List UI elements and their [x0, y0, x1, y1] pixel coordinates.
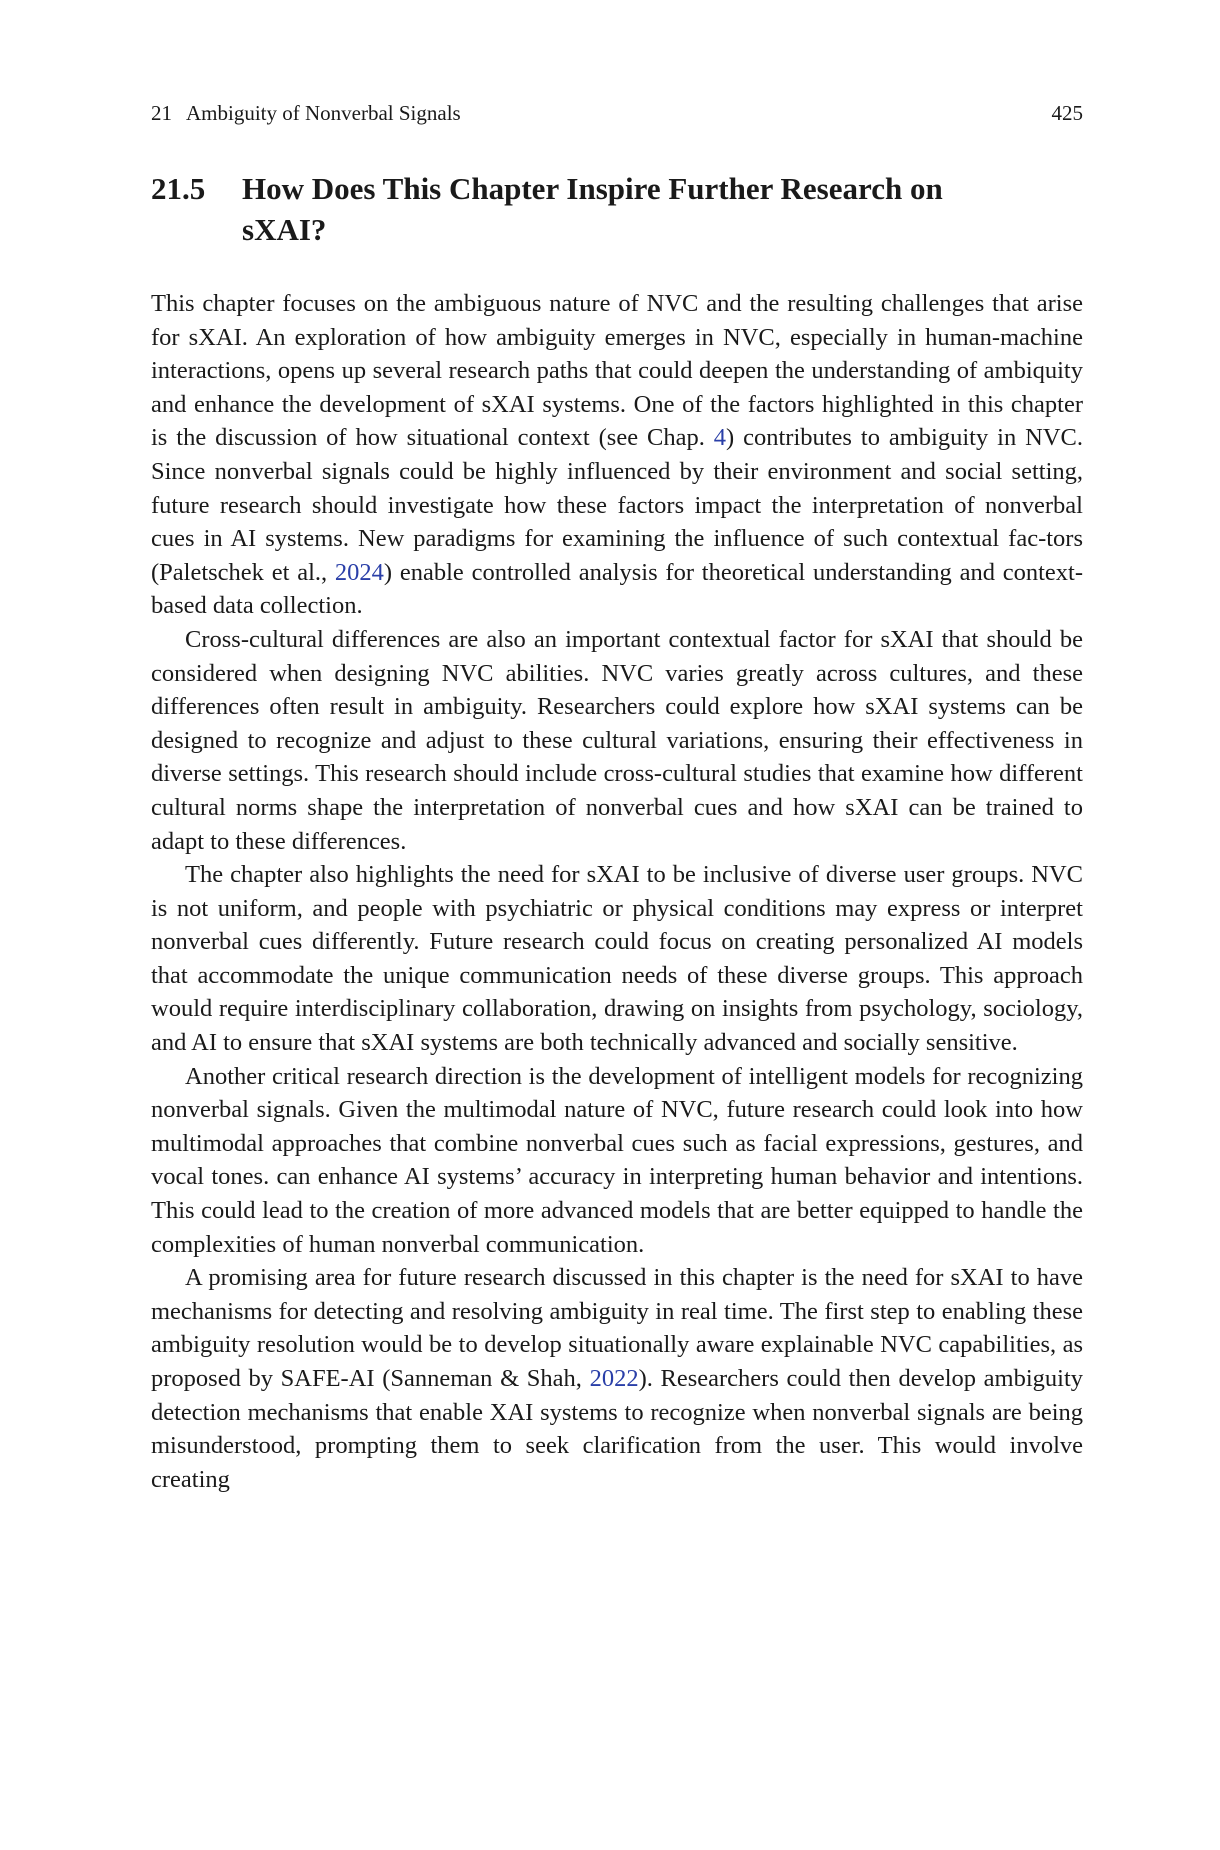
- paragraph-2: Cross-cultural differences are also an important contextual factor for sXAI that should be considered when designing NVC abilities. NVC varies greatly across cultures, and these differences often result in ambiguity. Researchers could explore how sXAI systems can be designed to recognize and adjust to these cultural variations, ensuring their effectiveness in diverse settings. This research should include cross-cultural studies that examine how different cultural norms shape the interpretation of nonverbal cues and how sXAI can be trained to adapt to these differences.: [151, 625, 1083, 855]
- running-head-chapter: [151, 98, 461, 128]
- chapter-number: 21: [151, 101, 172, 125]
- paragraph-5-text-b: ). Researchers could then develop ambiguity detection mechanisms that enable XAI systems to recognize when nonverbal signals are being misunderstood, prompting them to seek clarification from the user. This would involve creating: [151, 1365, 1084, 1493]
- chapter-title: Ambiguity of Nonverbal Signals: [186, 101, 461, 125]
- running-head: [151, 98, 1083, 128]
- page-number: 425: [1051, 101, 1083, 125]
- body-text: [151, 287, 1083, 1496]
- section-number: 21.5: [151, 171, 206, 206]
- citation-paletschek-2024-link[interactable]: 2024: [334, 558, 384, 586]
- paragraph-1-text-a: This chapter focuses on the ambiguous nature of NVC and the resulting challenges that arise for sXAI. An exploration of how ambiguity emerges in NVC, especially in human-machine interactions, opens up several research paths that could deepen the understanding of ambiquity and enhance the development of sXAI systems. One of the factors highlighted in this chapter is the discussion of how situational context (see Chap.: [151, 290, 1083, 452]
- paragraph-4: Another critical research direction is the development of intelligent models for recognizing nonverbal signals. Given the multimodal nature of NVC, future research could look into how multimodal approaches that combine nonverbal cues such as facial expressions, gestures, and vocal tones. can enhance AI systems’ accuracy in interpreting human behavior and intentions. This could lead to the creation of more advanced models that are better equipped to handle the complexities of human nonverbal communication.: [151, 1062, 1083, 1258]
- section-title: How Does This Chapter Inspire Further Research on sXAI?: [242, 171, 943, 247]
- paragraph-5: [151, 1261, 1083, 1496]
- citation-sanneman-2022-link[interactable]: 2022: [589, 1365, 639, 1392]
- paragraph-5-text-a: A promising area for future research discussed in this chapter is the need for sXAI to have mechanisms for detecting and resolving ambiguity in real time. The first step to enabling these ambiguity resolution would be to develop situationally aware explainable NVC capabilities, as proposed by SAFE-AI (Sanneman & Shah,: [151, 1264, 1083, 1392]
- paragraph-1-text-c: ) enable controlled analysis for theoretical understanding and context-based data collection.: [151, 558, 1084, 620]
- paragraph-3: The chapter also highlights the need for sXAI to be inclusive of diverse user groups. NVC is not uniform, and people with psychiatric or physical conditions may express or interpret nonverbal cues differently. Future research could focus on creating personalized AI models that accommodate the unique communication needs of these diverse groups. This approach would require interdisciplinary collaboration, drawing on insights from psychology, sociology, and AI to ensure that sXAI systems are both technically advanced and socially sensitive.: [151, 861, 1083, 1057]
- paragraph-1: [151, 287, 1083, 623]
- chapter-4-link[interactable]: 4: [713, 424, 727, 452]
- paragraph-1-text-b: ) contributes to ambiguity in NVC. Since nonverbal signals could be highly influenced by their environment and social setting, future research should investigate how these factors impact the interpretation of nonverbal cues in AI systems. New paradigms for examining the influence of such contextual fac-tors (Paletschek et al.,: [151, 424, 1083, 586]
